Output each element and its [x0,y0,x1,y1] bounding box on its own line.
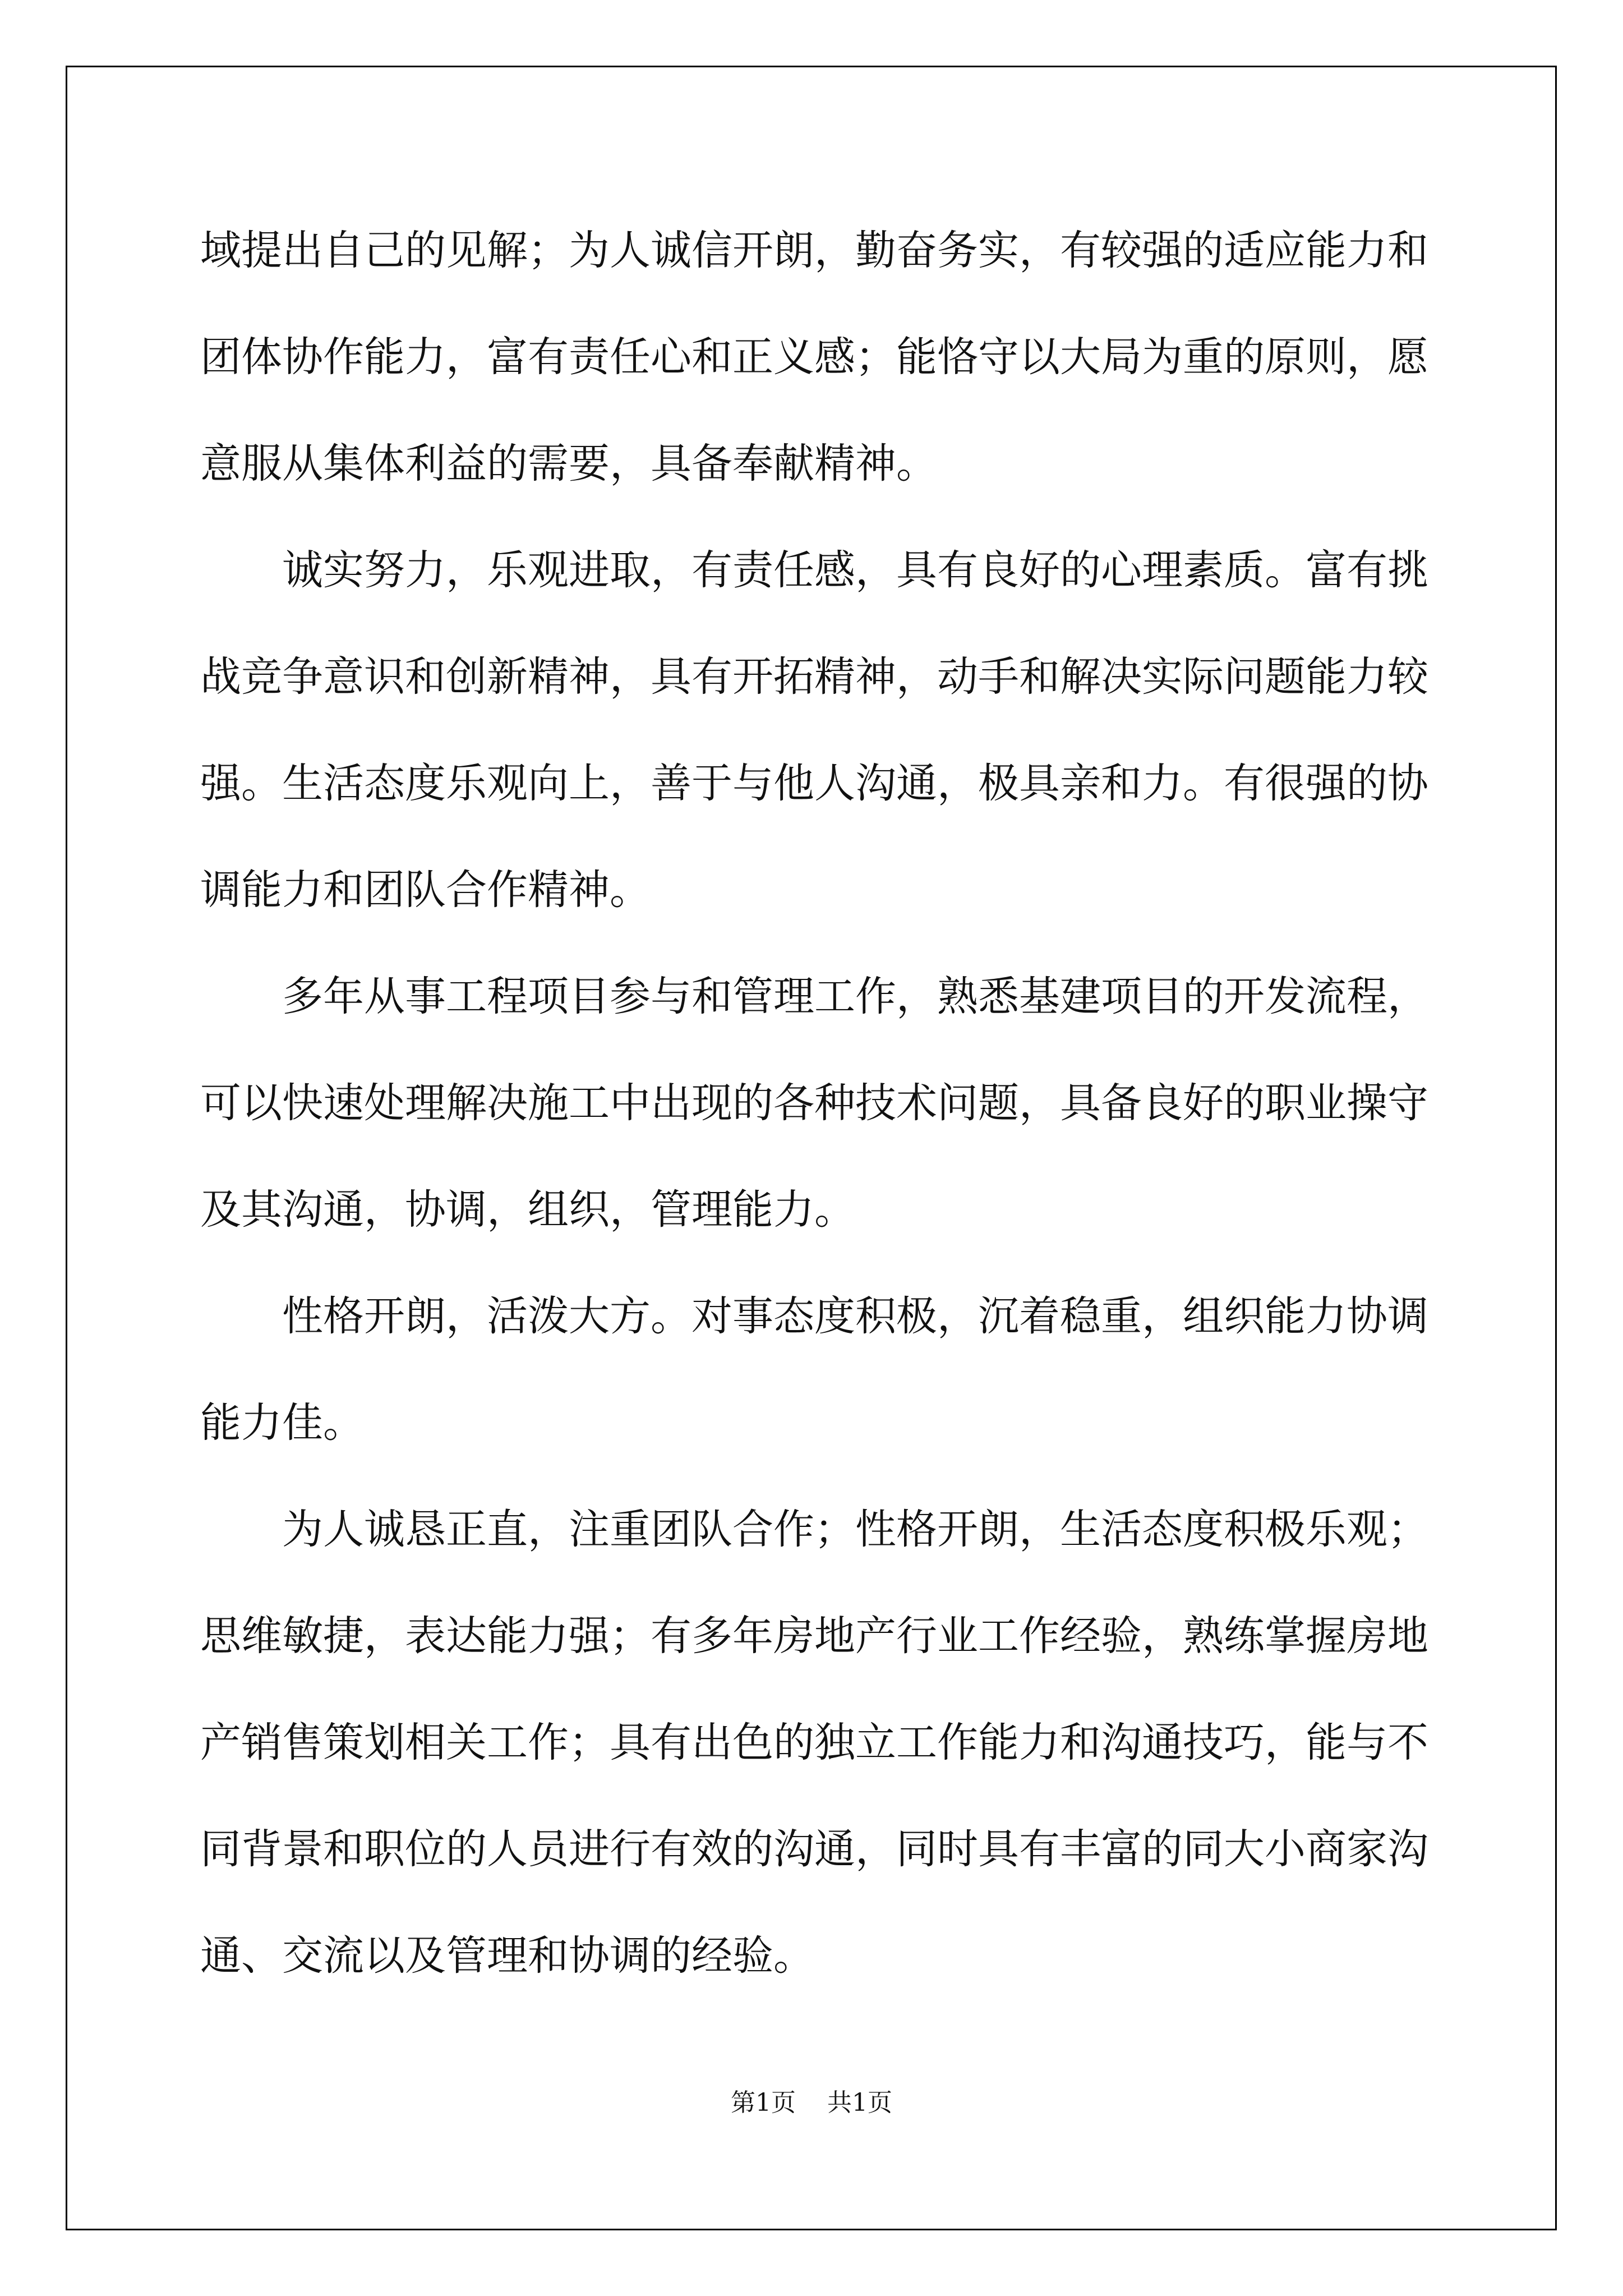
paragraph-5: 为人诚恳正直，注重团队合作；性格开朗，生活态度积极乐观；思维敏捷，表达能力强；有多年房地产行业工作经验，熟练掌握房地产销售策划相关工作；具有出色的独立工作能力和沟通技巧，能与不同背景和职位的人员进行有效的沟通，同时具有丰富的同大小商家沟通、交流以及管理和协调的经验。 [200,1506,1428,1980]
paragraph-3: 多年从事工程项目参与和管理工作，熟悉基建项目的开发流程，可以快速处理解决施工中出现的各种技术问题，具备良好的职业操守及其沟通，协调，组织，管理能力。 [200,973,1428,1234]
document-body [200,197,1428,2009]
paragraph-2: 诚实努力，乐观进取，有责任感，具有良好的心理素质。富有挑战竞争意识和创新精神，具有开拓精神，动手和解决实际问题能力较强。生活态度乐观向上，善于与他人沟通，极具亲和力。有很强的协调能力和团队合作精神。 [200,546,1428,914]
paragraph-4: 性格开朗，活泼大方。对事态度积极，沉着稳重，组织能力协调能力佳。 [200,1292,1428,1447]
paragraph-1: 域提出自己的见解；为人诚信开朗，勤奋务实，有较强的适应能力和团体协作能力，富有责任心和正义感；能恪守以大局为重的原则，愿意服从集体利益的需要，具备奉献精神。 [200,227,1428,487]
page-number-footer: 第1页 共1页 [731,2088,892,2117]
